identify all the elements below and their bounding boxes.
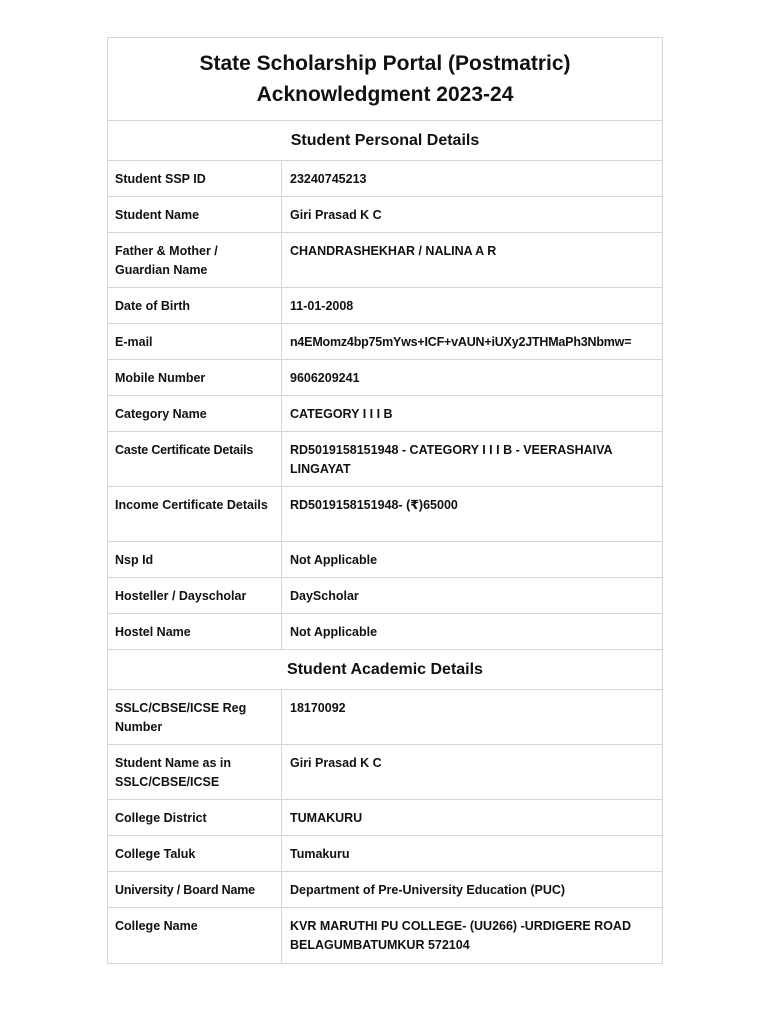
table-row: [108, 745, 662, 800]
field-label: Income Certificate Details: [108, 487, 282, 541]
field-label: Category Name: [108, 396, 282, 431]
field-label: Nsp Id: [108, 542, 282, 577]
field-value: Department of Pre-University Education (PUC): [290, 883, 566, 897]
field-value: DayScholar: [290, 589, 359, 603]
field-value: Tumakuru: [290, 847, 350, 861]
field-label: Student Name: [108, 197, 282, 232]
field-label: College District: [108, 800, 282, 835]
table-row: [108, 690, 662, 745]
field-value: n4EMomz4bp75mYws+ICF+vAUN+iUXy2JTHMaPh3Nbmw=: [290, 335, 632, 349]
field-label: Mobile Number: [108, 360, 282, 395]
field-value: 9606209241: [290, 371, 360, 385]
field-label: College Taluk: [108, 836, 282, 871]
table-row: [108, 542, 662, 578]
table-row: [108, 872, 662, 908]
table-row: [108, 800, 662, 836]
field-value: KVR MARUTHI PU COLLEGE- (UU266) -URDIGERE ROAD BELAGUMBATUMKUR 572104: [290, 919, 631, 952]
field-label: Student Name as in SSLC/CBSE/ICSE: [108, 745, 282, 799]
table-row: [108, 614, 662, 650]
table-row: [108, 161, 662, 197]
field-label: Father & Mother / Guardian Name: [108, 233, 282, 287]
field-label: College Name: [108, 908, 282, 963]
table-row: [108, 432, 662, 487]
section-heading-academic: Student Academic Details: [108, 650, 662, 690]
table-row: [108, 396, 662, 432]
table-row: [108, 233, 662, 288]
document-title: State Scholarship Portal (Postmatric): [199, 52, 571, 75]
field-value: RD5019158151948 - CATEGORY I I I B - VEERASHAIVA LINGAYAT: [290, 443, 613, 476]
table-row: [108, 578, 662, 614]
document-title-block: [108, 38, 662, 121]
field-label: Hosteller / Dayscholar: [108, 578, 282, 613]
table-row: [108, 197, 662, 233]
field-value: 23240745213: [290, 172, 367, 186]
field-label: E-mail: [108, 324, 282, 359]
section-heading-personal: Student Personal Details: [108, 121, 662, 161]
acknowledgment-document: [107, 37, 663, 964]
field-value: 18170092: [290, 701, 346, 715]
field-value: TUMAKURU: [290, 811, 363, 825]
table-row: [108, 324, 662, 360]
table-row: [108, 360, 662, 396]
field-value: 11-01-2008: [290, 299, 354, 313]
table-row: [108, 288, 662, 324]
field-value: RD5019158151948- (₹)65000: [290, 498, 458, 512]
field-label: Hostel Name: [108, 614, 282, 649]
document-subtitle: Acknowledgment 2023-24: [256, 83, 514, 106]
table-row: [108, 908, 662, 963]
field-value: CHANDRASHEKHAR / NALINA A R: [290, 244, 497, 258]
table-row: [108, 836, 662, 872]
table-row: [108, 487, 662, 542]
field-value: Giri Prasad K C: [290, 208, 382, 222]
field-value: CATEGORY I I I B: [290, 407, 393, 421]
field-label: Caste Certificate Details: [108, 432, 282, 486]
field-label: University / Board Name: [108, 872, 282, 907]
field-value: Not Applicable: [290, 625, 378, 639]
field-value: Giri Prasad K C: [290, 756, 382, 770]
field-label: Student SSP ID: [108, 161, 282, 196]
field-label: SSLC/CBSE/ICSE Reg Number: [108, 690, 282, 744]
field-label: Date of Birth: [108, 288, 282, 323]
field-value: Not Applicable: [290, 553, 378, 567]
